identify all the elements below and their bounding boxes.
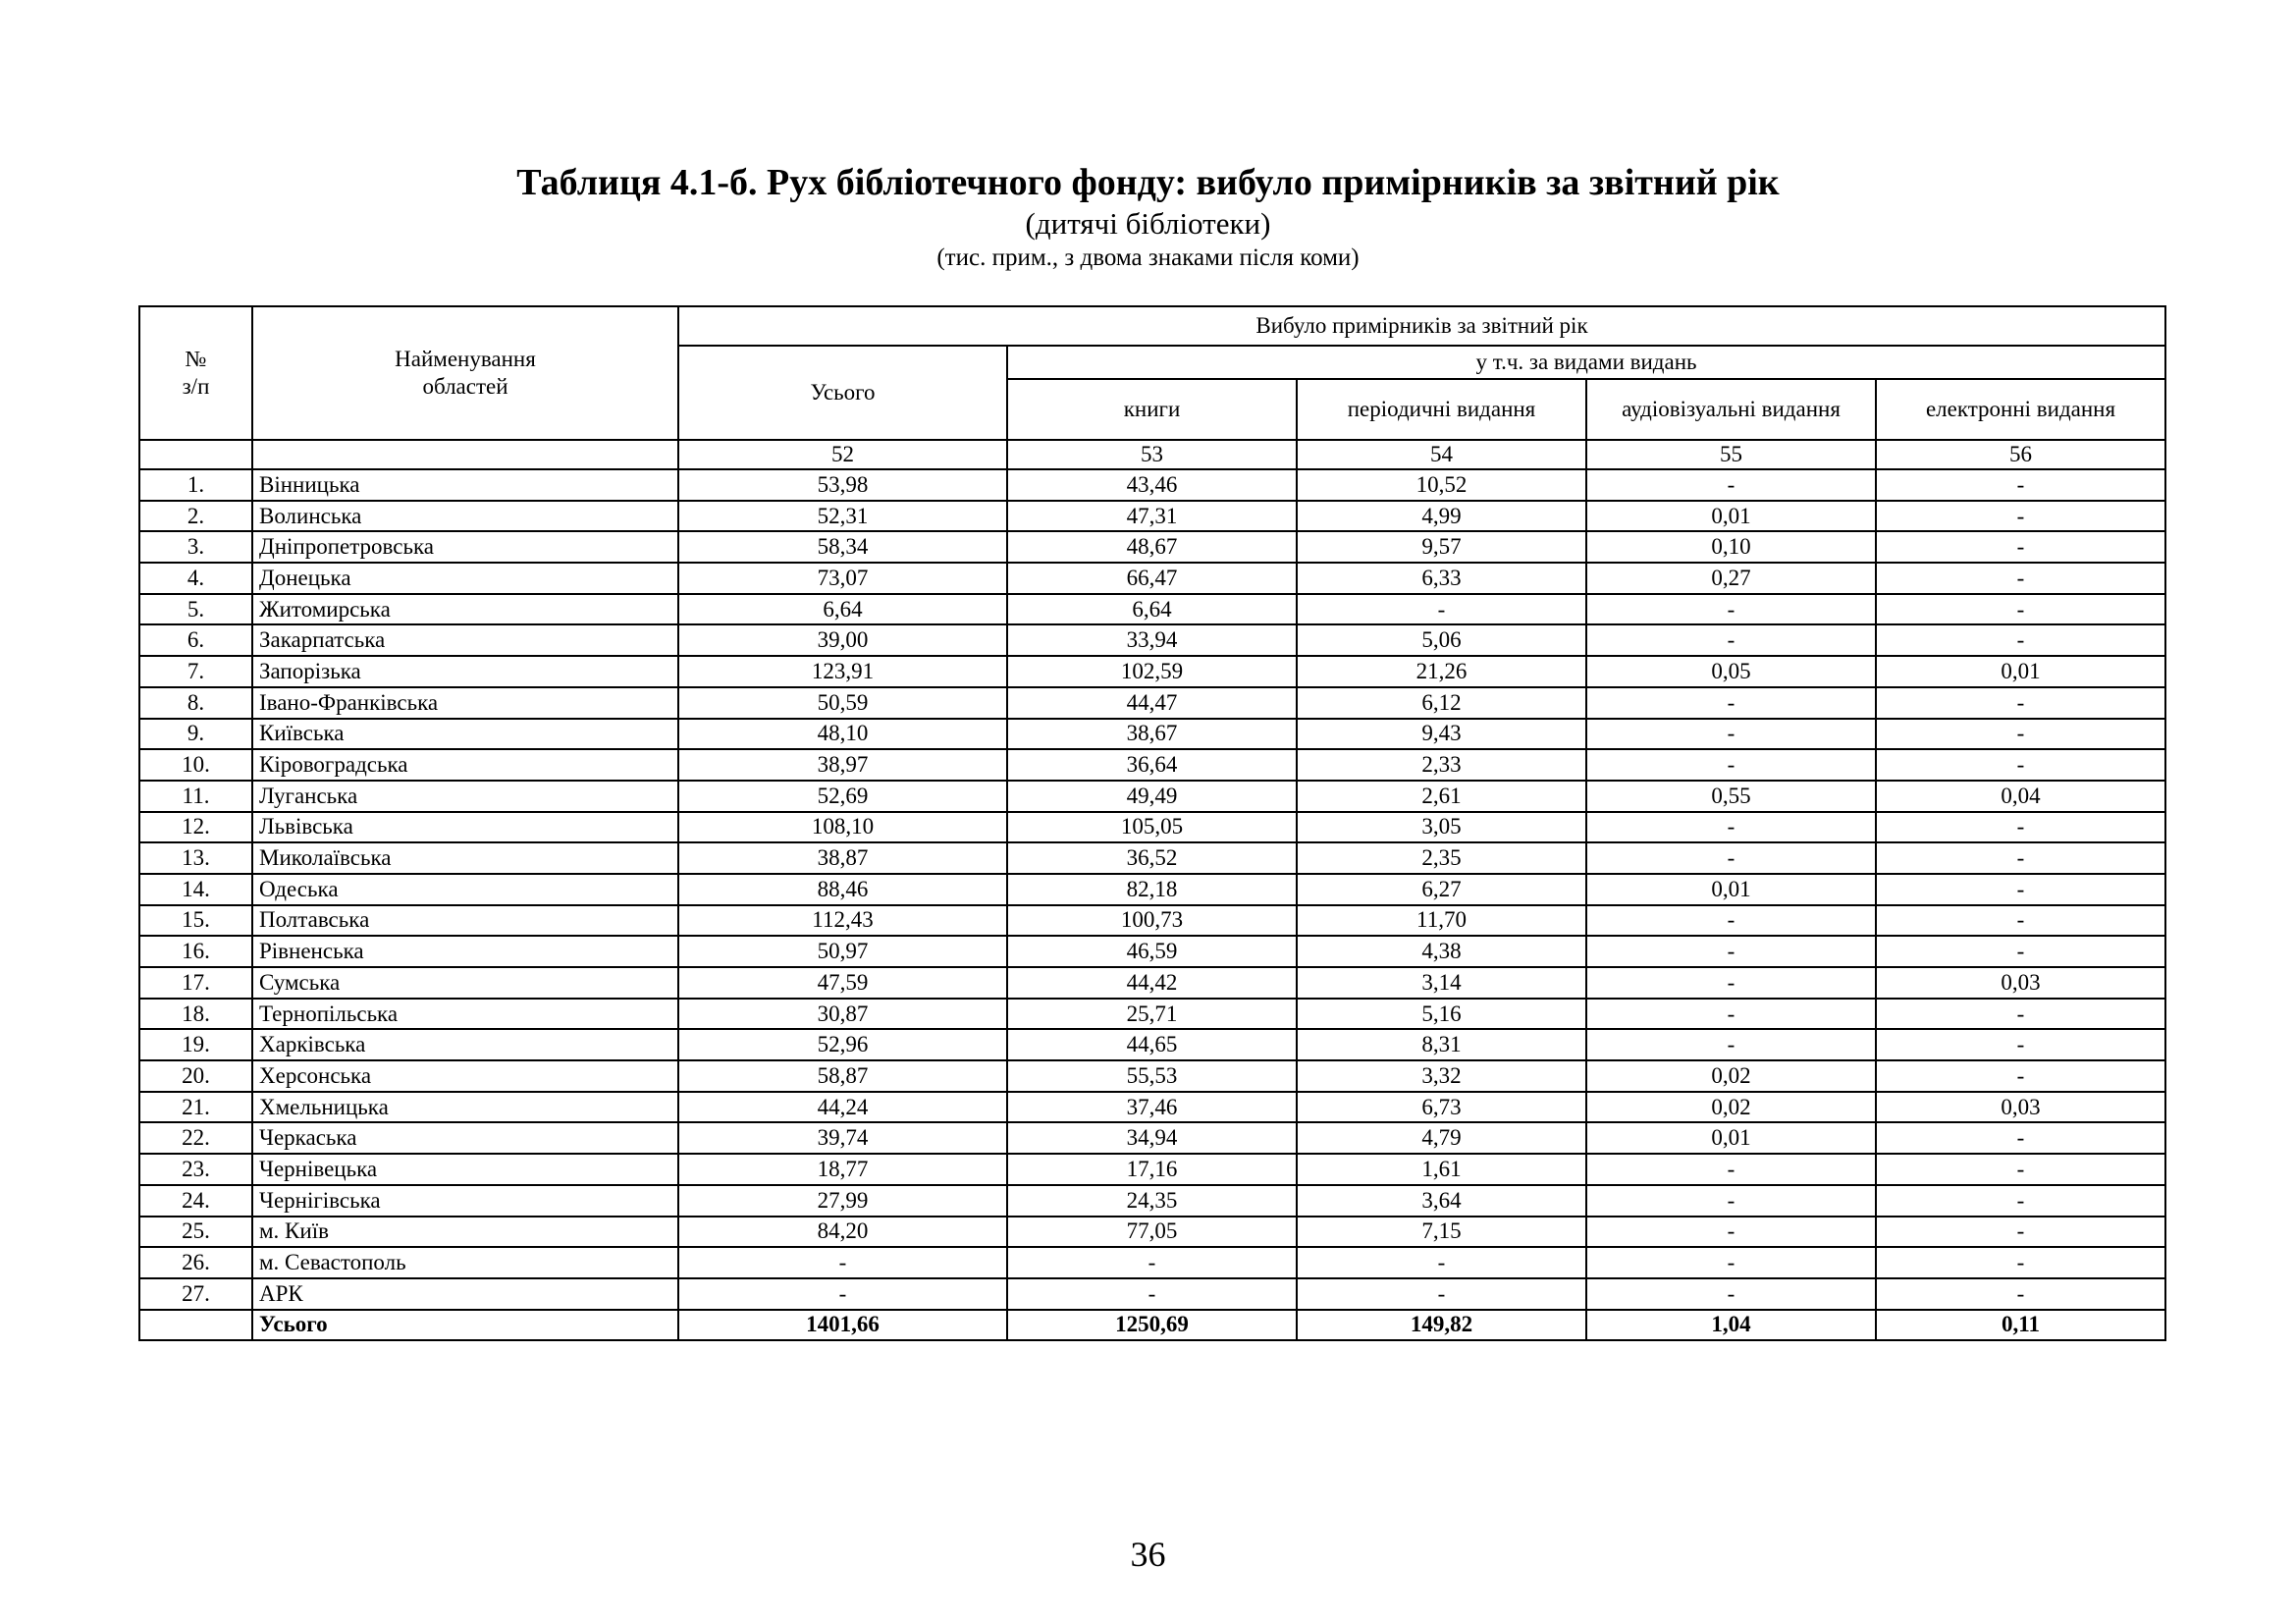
- books-value: 55,53: [1007, 1060, 1297, 1092]
- electronic-value: -: [1876, 531, 2165, 563]
- books-value: 36,64: [1007, 749, 1297, 781]
- region-name: АРК: [252, 1278, 678, 1310]
- periodicals-value: 3,14: [1297, 967, 1586, 999]
- periodicals-value: 6,73: [1297, 1092, 1586, 1123]
- books-value: 1250,69: [1007, 1310, 1297, 1341]
- audiovisual-value: 0,55: [1586, 781, 1876, 812]
- books-value: 24,35: [1007, 1185, 1297, 1217]
- table-row: [139, 501, 2165, 532]
- electronic-value: -: [1876, 812, 2165, 843]
- region-name: м. Севастополь: [252, 1247, 678, 1278]
- periodicals-value: 5,06: [1297, 624, 1586, 656]
- row-number: 15.: [139, 905, 252, 937]
- books-value: 44,42: [1007, 967, 1297, 999]
- audiovisual-value: -: [1586, 905, 1876, 937]
- books-value: 43,46: [1007, 469, 1297, 501]
- region-name: Донецька: [252, 563, 678, 594]
- row-number: 19.: [139, 1029, 252, 1060]
- periodicals-value: -: [1297, 1278, 1586, 1310]
- periodicals-value: 6,12: [1297, 687, 1586, 719]
- column-number: 53: [1007, 440, 1297, 469]
- audiovisual-value: 0,01: [1586, 1122, 1876, 1154]
- total-value: 73,07: [678, 563, 1007, 594]
- electronic-value: -: [1876, 999, 2165, 1030]
- row-number: 23.: [139, 1154, 252, 1185]
- audiovisual-value: -: [1586, 594, 1876, 625]
- table-row: [139, 967, 2165, 999]
- periodicals-value: -: [1297, 594, 1586, 625]
- row-number: 14.: [139, 874, 252, 905]
- electronic-value: -: [1876, 469, 2165, 501]
- total-value: 30,87: [678, 999, 1007, 1030]
- region-name: Київська: [252, 719, 678, 750]
- region-name: Житомирська: [252, 594, 678, 625]
- electronic-value: 0,03: [1876, 1092, 2165, 1123]
- periodicals-value: 4,79: [1297, 1122, 1586, 1154]
- header-blank: [252, 440, 678, 469]
- audiovisual-value: -: [1586, 967, 1876, 999]
- region-name: Хмельницька: [252, 1092, 678, 1123]
- total-value: 1401,66: [678, 1310, 1007, 1341]
- region-name: Рівненська: [252, 936, 678, 967]
- total-value: 50,97: [678, 936, 1007, 967]
- audiovisual-value: -: [1586, 999, 1876, 1030]
- region-name: Дніпропетровська: [252, 531, 678, 563]
- total-value: 38,97: [678, 749, 1007, 781]
- table-row: [139, 1247, 2165, 1278]
- total-value: 123,91: [678, 656, 1007, 687]
- books-value: 77,05: [1007, 1217, 1297, 1248]
- total-value: 52,31: [678, 501, 1007, 532]
- table-row: [139, 656, 2165, 687]
- row-number: 1.: [139, 469, 252, 501]
- total-value: 39,74: [678, 1122, 1007, 1154]
- row-number: 20.: [139, 1060, 252, 1092]
- electronic-value: -: [1876, 719, 2165, 750]
- total-value: 58,34: [678, 531, 1007, 563]
- electronic-value: -: [1876, 501, 2165, 532]
- region-name: Усього: [252, 1310, 678, 1341]
- books-value: 100,73: [1007, 905, 1297, 937]
- audiovisual-value: -: [1586, 1154, 1876, 1185]
- table-row: [139, 1185, 2165, 1217]
- audiovisual-value: -: [1586, 687, 1876, 719]
- region-name: Львівська: [252, 812, 678, 843]
- table-row: [139, 1278, 2165, 1310]
- table-row: [139, 1122, 2165, 1154]
- audiovisual-value: -: [1586, 719, 1876, 750]
- electronic-value: -: [1876, 1278, 2165, 1310]
- books-value: 44,65: [1007, 1029, 1297, 1060]
- table-row: [139, 719, 2165, 750]
- periodicals-value: -: [1297, 1247, 1586, 1278]
- electronic-value: -: [1876, 1217, 2165, 1248]
- electronic-value: -: [1876, 1060, 2165, 1092]
- total-value: -: [678, 1278, 1007, 1310]
- books-value: -: [1007, 1247, 1297, 1278]
- books-value: 105,05: [1007, 812, 1297, 843]
- row-number: [139, 1310, 252, 1341]
- region-name: Івано-Франківська: [252, 687, 678, 719]
- periodicals-value: 3,64: [1297, 1185, 1586, 1217]
- books-value: -: [1007, 1278, 1297, 1310]
- total-value: 27,99: [678, 1185, 1007, 1217]
- total-value: 47,59: [678, 967, 1007, 999]
- electronic-value: -: [1876, 749, 2165, 781]
- books-value: 37,46: [1007, 1092, 1297, 1123]
- books-value: 25,71: [1007, 999, 1297, 1030]
- table-body: [139, 469, 2165, 1340]
- total-value: 48,10: [678, 719, 1007, 750]
- table-row: [139, 469, 2165, 501]
- periodicals-value: 7,15: [1297, 1217, 1586, 1248]
- audiovisual-value: 0,10: [1586, 531, 1876, 563]
- audiovisual-value: -: [1586, 842, 1876, 874]
- total-value: 108,10: [678, 812, 1007, 843]
- electronic-value: -: [1876, 874, 2165, 905]
- periodicals-value: 1,61: [1297, 1154, 1586, 1185]
- column-number: 55: [1586, 440, 1876, 469]
- audiovisual-value: -: [1586, 624, 1876, 656]
- total-value: 50,59: [678, 687, 1007, 719]
- row-number: 18.: [139, 999, 252, 1030]
- row-number: 27.: [139, 1278, 252, 1310]
- row-number: 7.: [139, 656, 252, 687]
- total-value: 58,87: [678, 1060, 1007, 1092]
- row-number: 3.: [139, 531, 252, 563]
- region-name: Черкаська: [252, 1122, 678, 1154]
- audiovisual-value: 0,02: [1586, 1060, 1876, 1092]
- header-number: № з/п: [139, 306, 252, 440]
- total-value: 52,96: [678, 1029, 1007, 1060]
- table-row: [139, 874, 2165, 905]
- books-value: 6,64: [1007, 594, 1297, 625]
- books-value: 82,18: [1007, 874, 1297, 905]
- column-number: 52: [678, 440, 1007, 469]
- periodicals-value: 10,52: [1297, 469, 1586, 501]
- row-number: 24.: [139, 1185, 252, 1217]
- table-row: [139, 563, 2165, 594]
- books-value: 44,47: [1007, 687, 1297, 719]
- periodicals-value: 21,26: [1297, 656, 1586, 687]
- electronic-value: -: [1876, 563, 2165, 594]
- books-value: 47,31: [1007, 501, 1297, 532]
- total-value: 6,64: [678, 594, 1007, 625]
- books-value: 34,94: [1007, 1122, 1297, 1154]
- periodicals-value: 3,32: [1297, 1060, 1586, 1092]
- table-row: [139, 1029, 2165, 1060]
- header-total: Усього: [678, 346, 1007, 440]
- electronic-value: -: [1876, 1185, 2165, 1217]
- total-row: [139, 1310, 2165, 1341]
- region-name: м. Київ: [252, 1217, 678, 1248]
- total-value: 84,20: [678, 1217, 1007, 1248]
- table-row: [139, 781, 2165, 812]
- table-title: Таблиця 4.1-б. Рух бібліотечного фонду: вибуло примірників за звітний рік: [516, 162, 1780, 203]
- books-value: 49,49: [1007, 781, 1297, 812]
- electronic-value: -: [1876, 624, 2165, 656]
- table-row: [139, 1060, 2165, 1092]
- periodicals-value: 2,33: [1297, 749, 1586, 781]
- books-value: 102,59: [1007, 656, 1297, 687]
- row-number: 13.: [139, 842, 252, 874]
- table-row: [139, 594, 2165, 625]
- row-number: 10.: [139, 749, 252, 781]
- electronic-value: -: [1876, 905, 2165, 937]
- header-audiovisual: аудіовізуальні видання: [1586, 379, 1876, 440]
- region-name: Полтавська: [252, 905, 678, 937]
- table-row: [139, 905, 2165, 937]
- region-name: Тернопільська: [252, 999, 678, 1030]
- region-name: Вінницька: [252, 469, 678, 501]
- row-number: 22.: [139, 1122, 252, 1154]
- total-value: 52,69: [678, 781, 1007, 812]
- audiovisual-value: -: [1586, 812, 1876, 843]
- header-subgroup: у т.ч. за видами видань: [1007, 346, 2165, 379]
- table-row: [139, 1217, 2165, 1248]
- electronic-value: -: [1876, 842, 2165, 874]
- periodicals-value: 6,27: [1297, 874, 1586, 905]
- periodicals-value: 3,05: [1297, 812, 1586, 843]
- header-group: Вибуло примірників за звітний рік: [678, 306, 2165, 346]
- total-value: 39,00: [678, 624, 1007, 656]
- row-number: 5.: [139, 594, 252, 625]
- periodicals-value: 5,16: [1297, 999, 1586, 1030]
- page-number: 36: [1130, 1535, 1166, 1574]
- audiovisual-value: 0,01: [1586, 874, 1876, 905]
- books-value: 66,47: [1007, 563, 1297, 594]
- region-name: Харківська: [252, 1029, 678, 1060]
- books-value: 46,59: [1007, 936, 1297, 967]
- table-row: [139, 687, 2165, 719]
- region-name: Луганська: [252, 781, 678, 812]
- books-value: 48,67: [1007, 531, 1297, 563]
- total-value: 18,77: [678, 1154, 1007, 1185]
- table-row: [139, 624, 2165, 656]
- row-number: 2.: [139, 501, 252, 532]
- periodicals-value: 4,99: [1297, 501, 1586, 532]
- table-subtitle: (дитячі бібліотеки): [1025, 206, 1271, 241]
- region-name: Кіровоградська: [252, 749, 678, 781]
- periodicals-value: 149,82: [1297, 1310, 1586, 1341]
- audiovisual-value: -: [1586, 1185, 1876, 1217]
- periodicals-value: 9,43: [1297, 719, 1586, 750]
- header-periodicals: періодичні видання: [1297, 379, 1586, 440]
- row-number: 12.: [139, 812, 252, 843]
- electronic-value: -: [1876, 594, 2165, 625]
- electronic-value: -: [1876, 936, 2165, 967]
- region-name: Одеська: [252, 874, 678, 905]
- electronic-value: -: [1876, 687, 2165, 719]
- periodicals-value: 2,61: [1297, 781, 1586, 812]
- audiovisual-value: 0,02: [1586, 1092, 1876, 1123]
- audiovisual-value: -: [1586, 749, 1876, 781]
- region-name: Волинська: [252, 501, 678, 532]
- region-name: Херсонська: [252, 1060, 678, 1092]
- region-name: Запорізька: [252, 656, 678, 687]
- total-value: 44,24: [678, 1092, 1007, 1123]
- table-row: [139, 749, 2165, 781]
- audiovisual-value: 0,05: [1586, 656, 1876, 687]
- row-number: 26.: [139, 1247, 252, 1278]
- header-blank: [139, 440, 252, 469]
- periodicals-value: 9,57: [1297, 531, 1586, 563]
- audiovisual-value: -: [1586, 1278, 1876, 1310]
- table-row: [139, 936, 2165, 967]
- row-number: 25.: [139, 1217, 252, 1248]
- periodicals-value: 4,38: [1297, 936, 1586, 967]
- row-number: 21.: [139, 1092, 252, 1123]
- audiovisual-value: -: [1586, 1247, 1876, 1278]
- audiovisual-value: 1,04: [1586, 1310, 1876, 1341]
- row-number: 6.: [139, 624, 252, 656]
- electronic-value: 0,11: [1876, 1310, 2165, 1341]
- total-value: 112,43: [678, 905, 1007, 937]
- electronic-value: 0,01: [1876, 656, 2165, 687]
- electronic-value: -: [1876, 1154, 2165, 1185]
- region-name: Сумська: [252, 967, 678, 999]
- electronic-value: -: [1876, 1122, 2165, 1154]
- books-value: 17,16: [1007, 1154, 1297, 1185]
- table-header: [139, 306, 2165, 469]
- electronic-value: -: [1876, 1029, 2165, 1060]
- audiovisual-value: 0,01: [1586, 501, 1876, 532]
- electronic-value: 0,03: [1876, 967, 2165, 999]
- table-row: [139, 531, 2165, 563]
- table-row: [139, 999, 2165, 1030]
- region-name: Миколаївська: [252, 842, 678, 874]
- row-number: 16.: [139, 936, 252, 967]
- header-region: Найменування областей: [252, 306, 678, 440]
- row-number: 11.: [139, 781, 252, 812]
- periodicals-value: 11,70: [1297, 905, 1586, 937]
- table-units-note: (тис. прим., з двома знаками після коми): [936, 244, 1360, 271]
- header-books: книги: [1007, 379, 1297, 440]
- total-value: 53,98: [678, 469, 1007, 501]
- row-number: 4.: [139, 563, 252, 594]
- region-name: Чернігівська: [252, 1185, 678, 1217]
- row-number: 9.: [139, 719, 252, 750]
- books-value: 36,52: [1007, 842, 1297, 874]
- audiovisual-value: -: [1586, 936, 1876, 967]
- region-name: Закарпатська: [252, 624, 678, 656]
- audiovisual-value: -: [1586, 469, 1876, 501]
- row-number: 17.: [139, 967, 252, 999]
- table-row: [139, 1154, 2165, 1185]
- library-fund-table: [138, 305, 2166, 1341]
- books-value: 33,94: [1007, 624, 1297, 656]
- audiovisual-value: -: [1586, 1217, 1876, 1248]
- row-number: 8.: [139, 687, 252, 719]
- total-value: 38,87: [678, 842, 1007, 874]
- table-row: [139, 812, 2165, 843]
- table-row: [139, 842, 2165, 874]
- periodicals-value: 8,31: [1297, 1029, 1586, 1060]
- books-value: 38,67: [1007, 719, 1297, 750]
- audiovisual-value: -: [1586, 1029, 1876, 1060]
- electronic-value: 0,04: [1876, 781, 2165, 812]
- periodicals-value: 6,33: [1297, 563, 1586, 594]
- header-electronic: електронні видання: [1876, 379, 2165, 440]
- periodicals-value: 2,35: [1297, 842, 1586, 874]
- table-row: [139, 1092, 2165, 1123]
- total-value: -: [678, 1247, 1007, 1278]
- audiovisual-value: 0,27: [1586, 563, 1876, 594]
- column-number: 56: [1876, 440, 2165, 469]
- region-name: Чернівецька: [252, 1154, 678, 1185]
- column-number: 54: [1297, 440, 1586, 469]
- total-value: 88,46: [678, 874, 1007, 905]
- electronic-value: -: [1876, 1247, 2165, 1278]
